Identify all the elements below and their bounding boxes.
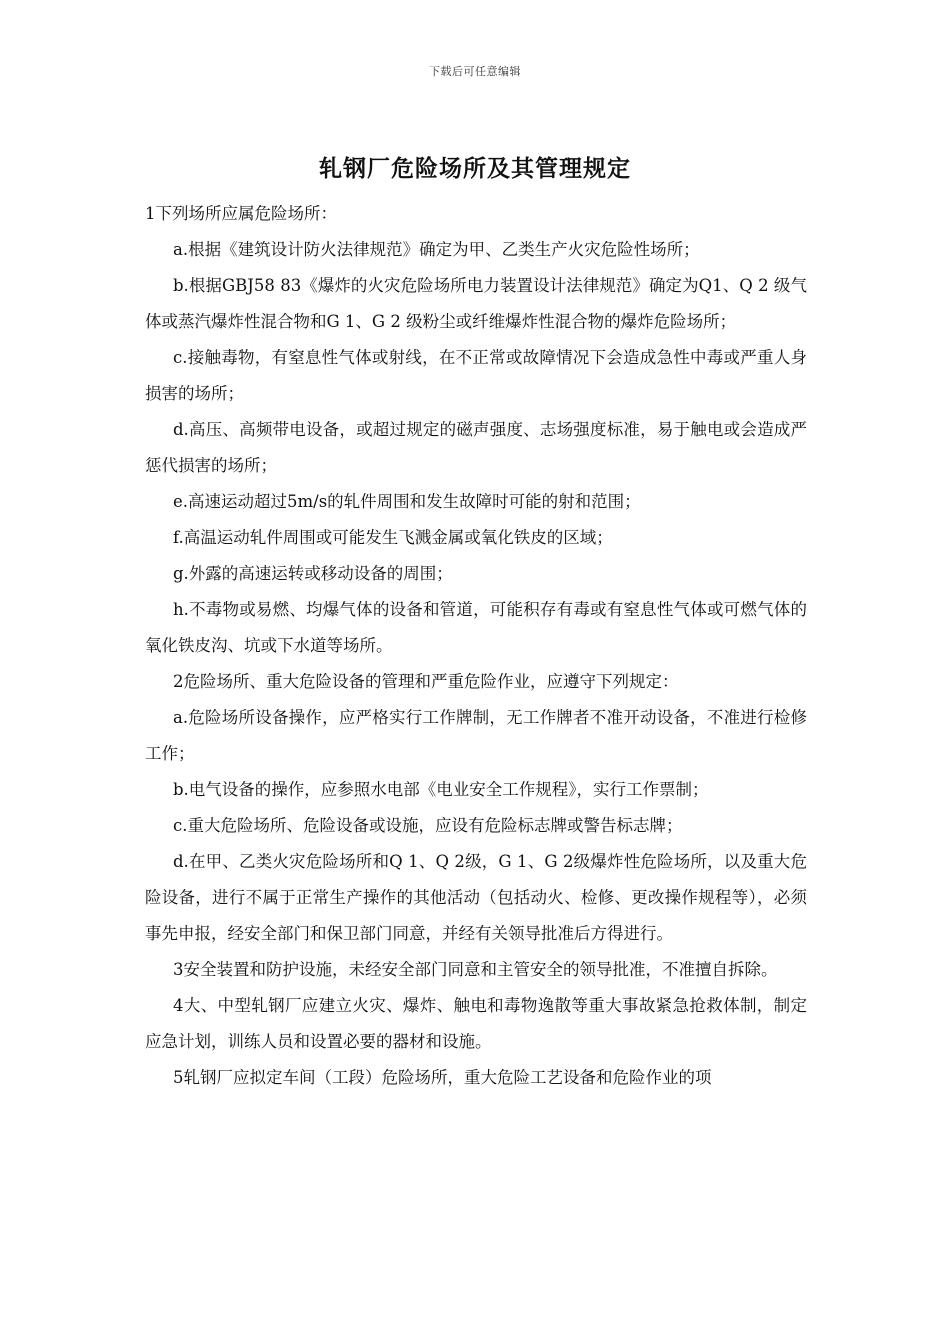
paragraph-2d: d.在甲、乙类火灾危险场所和Q 1、Q 2级，G 1、G 2级爆炸性危险场所，以及重大危险设备，进行不属于正常生产操作的其他活动（包括动火、检修、更改操作规程等），必须事先申报，经安全部门和保卫部门同意，并经有关领导批准后方得进行。 xyxy=(145,852,807,943)
paragraph-4: 4大、中型轧钢厂应建立火灾、爆炸、触电和毒物逸散等重大事故紧急抢救体制，制定应急计划，训练人员和设置必要的器材和设施。 xyxy=(145,996,807,1051)
paragraph-1c: c.接触毒物，有窒息性气体或射线，在不正常或故障情况下会造成急性中毒或严重人身损害的场所； xyxy=(145,348,807,403)
paragraph-2a: a.危险场所设备操作，应严格实行工作牌制，无工作牌者不准开动设备，不准进行检修工作； xyxy=(145,708,807,763)
paragraph-3: 3安全装置和防护设施，未经安全部门同意和主管安全的领导批准，不准擅自拆除。 xyxy=(173,960,778,979)
paragraph-1f: f.高温运动轧件周围或可能发生飞溅金属或氧化铁皮的区域； xyxy=(173,528,613,547)
paragraph-1h: h.不毒物或易燃、均爆气体的设备和管道，可能积存有毒或有窒息性气体或可燃气体的氧化铁皮沟、坑或下水道等场所。 xyxy=(145,600,807,655)
paragraph-1g: g.外露的高速运转或移动设备的周围； xyxy=(173,564,453,583)
paragraph-5: 5轧钢厂应拟定车间（工段）危险场所，重大危险工艺设备和危险作业的项 xyxy=(173,1068,712,1087)
paragraph-2b: b.电气设备的操作，应参照水电部《电业安全工作规程》，实行工作票制； xyxy=(173,780,709,799)
paragraph-1a: a.根据《建筑设计防火法律规范》确定为甲、乙类生产火灾危险性场所； xyxy=(173,240,700,259)
document-body xyxy=(145,196,807,1096)
paragraph-1e: e.高速运动超过5m/s的轧件周围和发生故障时可能的射和范围； xyxy=(173,492,641,511)
paragraph-2c: c.重大危险场所、危险设备或设施，应设有危险标志牌或警告标志牌； xyxy=(173,816,683,835)
document-title: 轧钢厂危险场所及其管理规定 xyxy=(319,156,631,182)
paragraph-1d: d.高压、高频带电设备，或超过规定的磁声强度、志场强度标准，易于触电或会造成严惩代损害的场所； xyxy=(145,420,807,475)
paragraph-2: 2危险场所、重大危险设备的管理和严重危险作业，应遵守下列规定： xyxy=(173,672,679,691)
paragraph-1b: b.根据GBJ58 83《爆炸的火灾危险场所电力装置设计法律规范》确定为Q1、Q 2 级气体或蒸汽爆炸性混合物和G 1、G 2 级粉尘或纤维爆炸性混合物的爆炸危险场所； xyxy=(145,276,807,331)
paragraph-1: 1下列场所应属危险场所： xyxy=(145,204,337,223)
page-header-note: 下载后可任意编辑 xyxy=(429,65,521,78)
